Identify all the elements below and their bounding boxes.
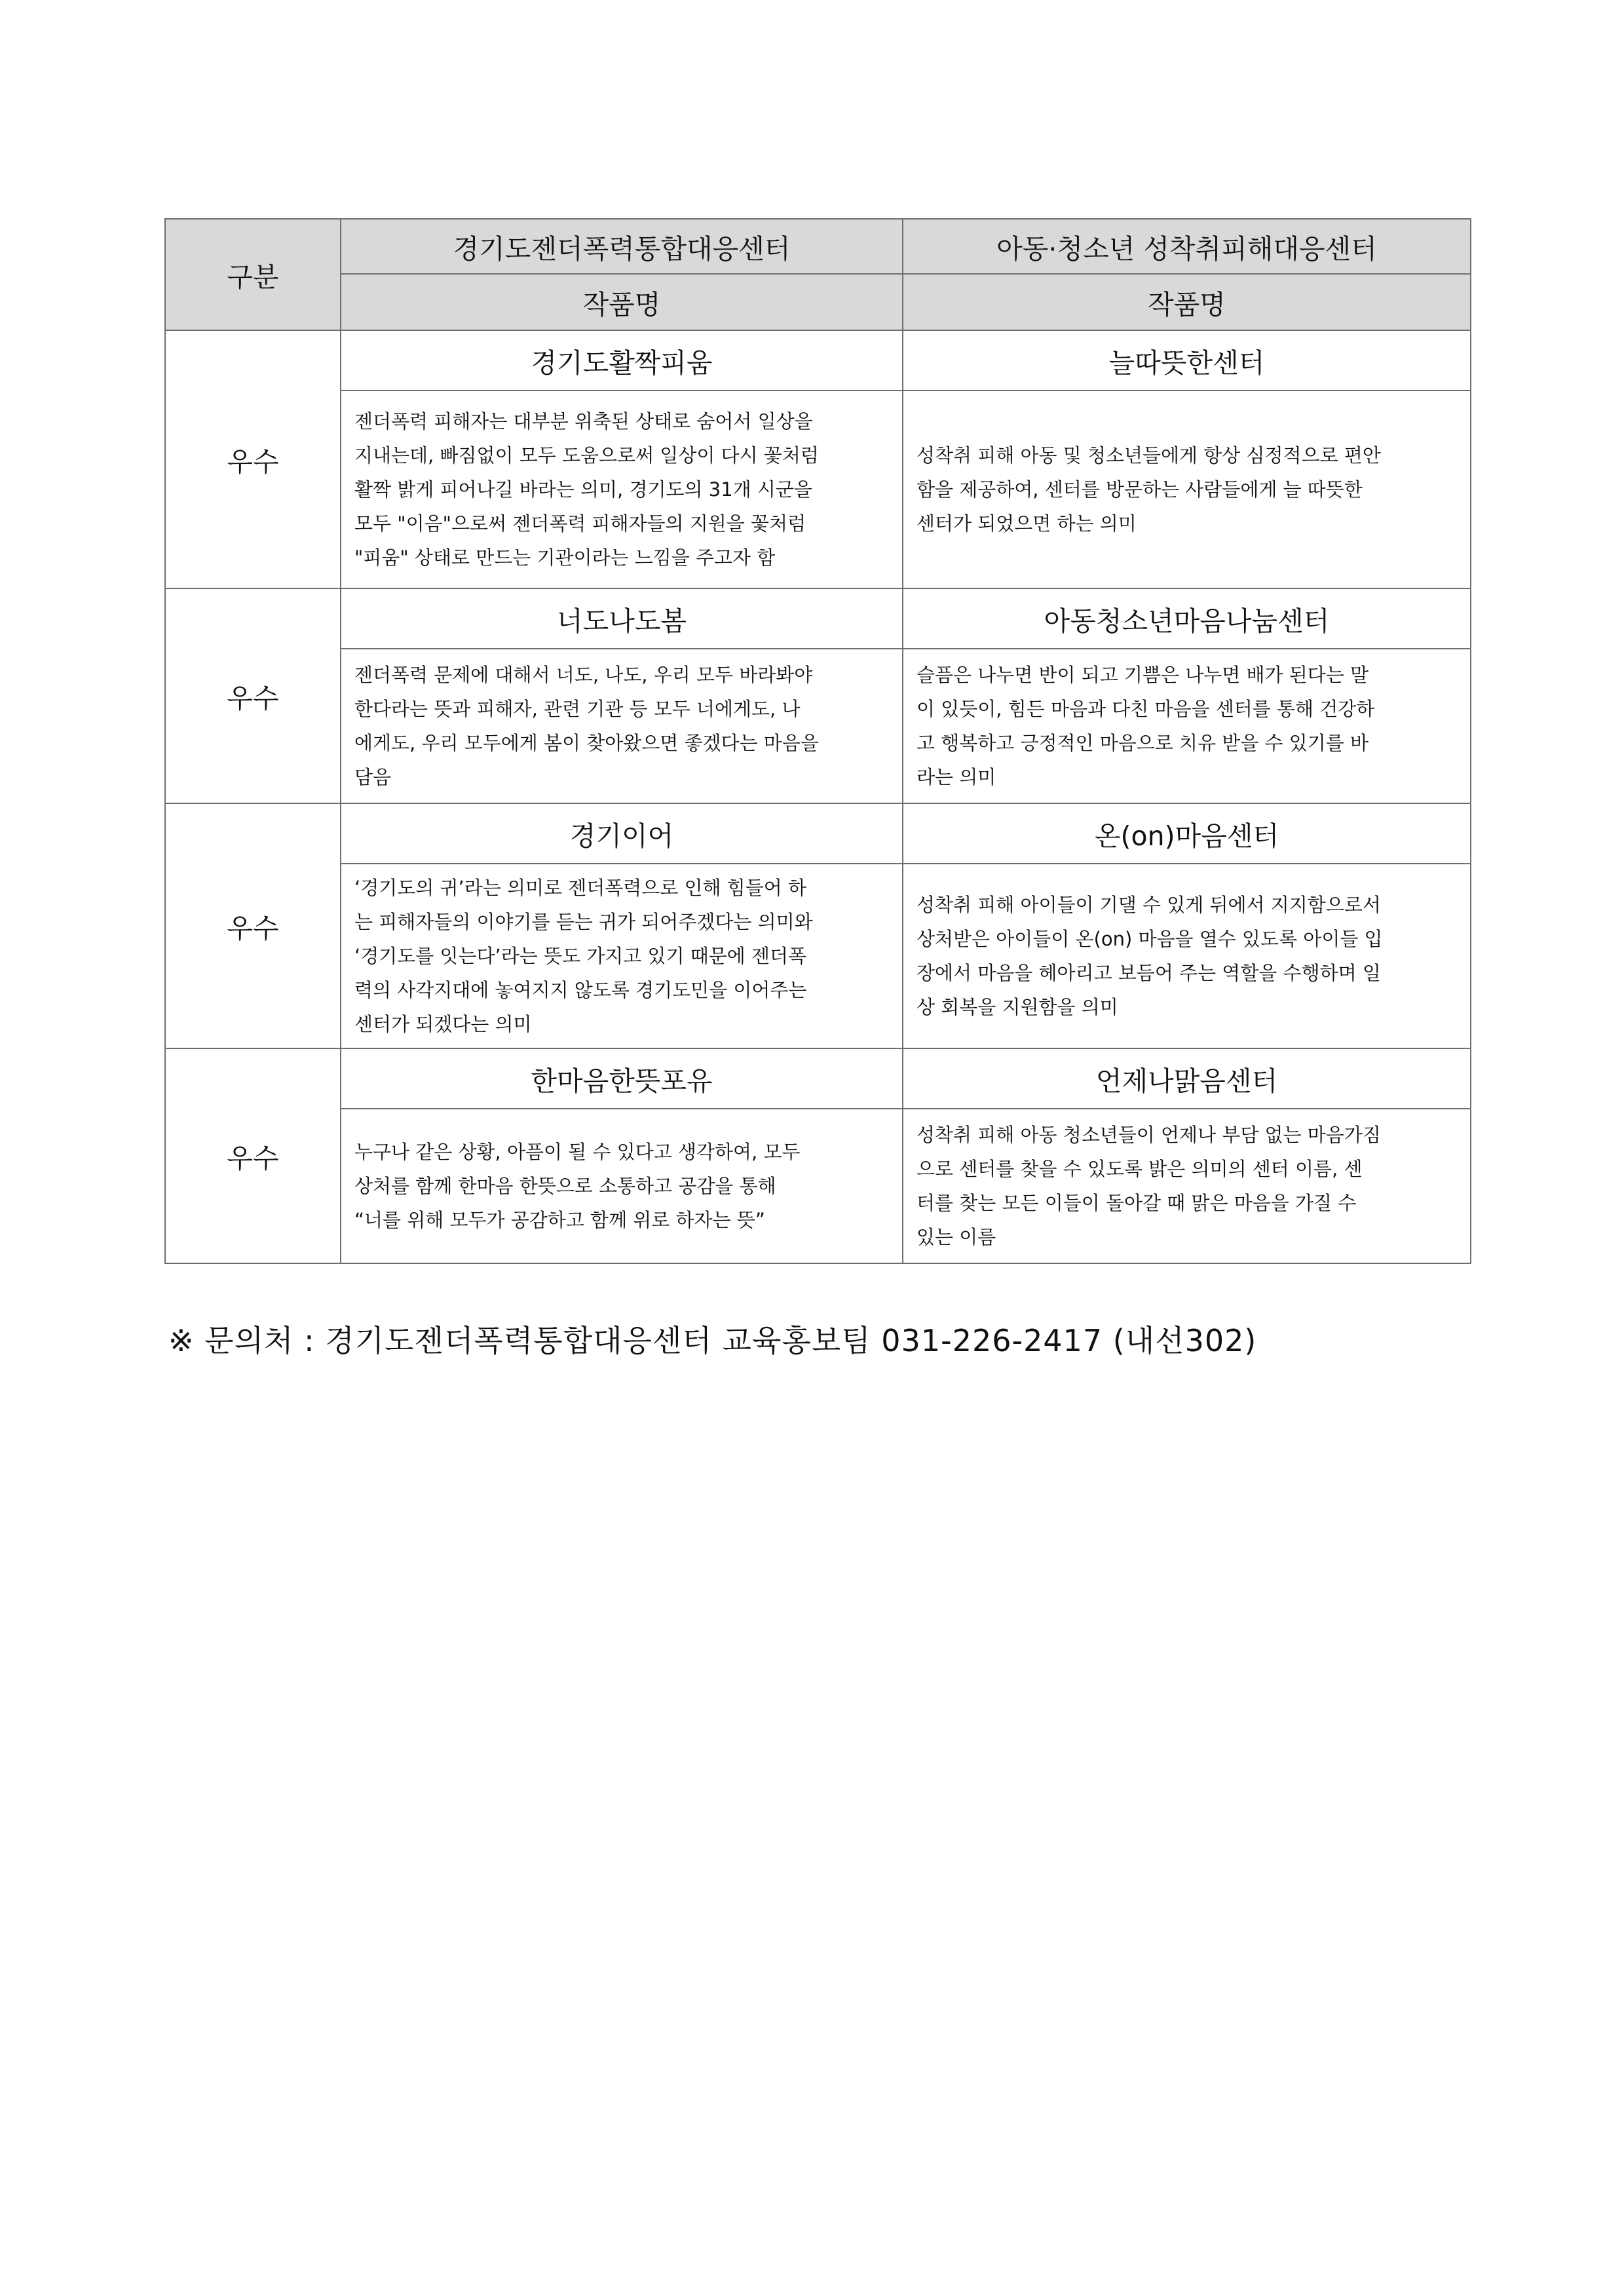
gender-violence-center-header: 경기도젠더폭력통합대응센터	[341, 219, 903, 274]
youth-exploitation-center-header: 아동·청소년 성착취피해대응센터	[903, 219, 1471, 274]
work-title-left: 경기이어	[341, 803, 903, 864]
work-description-left: 누구나 같은 상황, 아픔이 될 수 있다고 생각하여, 모두 상처를 함께 한마음 한뜻으로 소통하고 공감을 통해 “너를 위해 모두가 공감하고 함께 위로 하자는 뜻”	[341, 1109, 903, 1263]
work-description-right: 성착취 피해 아동 및 청소년들에게 항상 심정적으로 편안 함을 제공하여, 센터를 방문하는 사람들에게 늘 따뜻한 센터가 되었으면 하는 의미	[903, 391, 1471, 588]
work-description-right: 성착취 피해 아동 청소년들이 언제나 부담 없는 마음가짐 으로 센터를 찾을 수 있도록 밝은 의미의 센터 이름, 센 터를 찾는 모든 이들이 돌아갈 때 맑은 마음을 가질 수 있는 이름	[903, 1109, 1471, 1263]
work-title-right: 언제나맑음센터	[903, 1048, 1471, 1109]
work-title-left: 한마음한뜻포유	[341, 1048, 903, 1109]
grade-cell: 우수	[165, 588, 341, 803]
grade-cell: 우수	[165, 330, 341, 588]
work-title-left: 경기도활짝피움	[341, 330, 903, 391]
grade-cell: 우수	[165, 1048, 341, 1263]
work-name-header-right: 작품명	[903, 274, 1471, 330]
work-title-left: 너도나도봄	[341, 588, 903, 649]
work-title-right: 아동청소년마음나눔센터	[903, 588, 1471, 649]
contact-info: ※ 문의처 : 경기도젠더폭력통합대응센터 교육홍보팀 031-226-2417 (내선302)	[168, 1323, 1257, 1358]
category-header: 구분	[165, 219, 341, 330]
awards-table	[164, 218, 1471, 1264]
work-title-right: 늘따뜻한센터	[903, 330, 1471, 391]
work-description-left: 젠더폭력 피해자는 대부분 위축된 상태로 숨어서 일상을 지내는데, 빠짐없이 모두 도움으로써 일상이 다시 꽃처럼 활짝 밝게 피어나길 바라는 의미, 경기도의 31개 시군을 모두 "이음"으로써 젠더폭력 피해자들의 지원을 꽃처럼 "피움" 상태로 만드는 기관이라는 느낌을 주고자 함	[341, 391, 903, 588]
work-name-header-left: 작품명	[341, 274, 903, 330]
work-description-right: 성착취 피해 아이들이 기댈 수 있게 뒤에서 지지함으로서 상처받은 아이들이 온(on) 마음을 열수 있도록 아이들 입 장에서 마음을 헤아리고 보듬어 주는 역할을 수행하며 일 상 회복을 지원함을 의미	[903, 864, 1471, 1048]
grade-cell: 우수	[165, 803, 341, 1048]
work-description-left: ‘경기도의 귀’라는 의미로 젠더폭력으로 인해 힘들어 하 는 피해자들의 이야기를 듣는 귀가 되어주겠다는 의미와 ‘경기도를 잇는다’라는 뜻도 가지고 있기 때문에 젠더폭 력의 사각지대에 놓여지지 않도록 경기도민을 이어주는 센터가 되겠다는 의미	[341, 864, 903, 1048]
work-description-right: 슬픔은 나누면 반이 되고 기쁨은 나누면 배가 된다는 말 이 있듯이, 힘든 마음과 다친 마음을 센터를 통해 건강하 고 행복하고 긍정적인 마음으로 치유 받을 수 있기를 바 라는 의미	[903, 649, 1471, 803]
work-title-right: 온(on)마음센터	[903, 803, 1471, 864]
work-description-left: 젠더폭력 문제에 대해서 너도, 나도, 우리 모두 바라봐야 한다라는 뜻과 피해자, 관련 기관 등 모두 너에게도, 나 에게도, 우리 모두에게 봄이 찾아왔으면 좋겠다는 마음을 담음	[341, 649, 903, 803]
